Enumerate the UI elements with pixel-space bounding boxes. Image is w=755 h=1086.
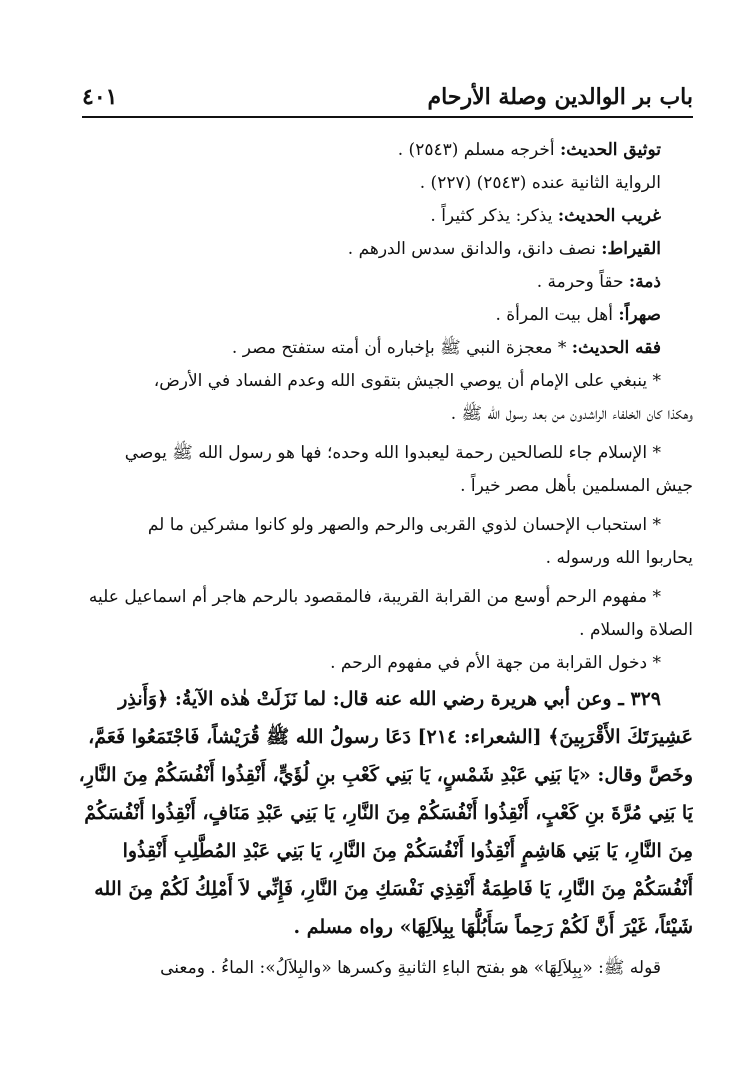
page-number: ٤٠١: [82, 84, 118, 110]
section-term: القيراط:: [601, 239, 661, 259]
hadith-line-7: شَيْئاً، غَيْرَ أَنَّ لَكُمْ رَحِماً سَأَبُلُّهَا بِبِلاَلِهَا» رواه مسلم .: [293, 916, 693, 938]
section-fiqh: [78, 332, 693, 365]
section-second-narration: [78, 167, 693, 200]
hadith-line-4: يَا بَنِي مُرَّةَ بنِ كَعْبٍ، أَنْقِذُوا أَنْفُسَكُمْ مِنَ النَّارِ، يَا بَنِي عَبْدِ مَنَافٍ، أَنْقِذُوا أَنْفُسَكُمْ: [84, 802, 693, 824]
fiqh-point-3-line-1: * استحباب الإحسان لذوي القربى والرحم والصهر ولو كانوا مشركين ما لم: [147, 515, 661, 535]
fiqh-point-4-line-1: * مفهوم الرحم أوسع من القرابة القريبة، فالمقصود بالرحم هاجر أم اسماعيل عليه: [88, 587, 661, 607]
section-term: غريب الحديث:: [557, 206, 661, 226]
fiqh-point-2-line-1: * الإسلام جاء للصالحين رحمة ليعبدوا الله وحده؛ فها هو رسول الله ﷺ يوصي: [124, 443, 661, 463]
running-header: [82, 80, 693, 118]
section-text: حقاً وحرمة .: [536, 272, 629, 292]
section-sihr: [78, 299, 693, 332]
hadith-line-2: عَشِيرَتَكَ الأَقْرَبِينَ﴾ [الشعراء: ٢١٤] دَعَا رسولُ الله ﷺ قُرَيْشاً، فَاجْتَمَعُوا فَعَمَّ،: [88, 726, 693, 748]
section-term: ذمة:: [628, 272, 661, 292]
section-qirat: [78, 233, 693, 266]
section-dhimma: [78, 266, 693, 299]
page-body: [78, 134, 693, 986]
section-term: توثيق الحديث:: [560, 140, 661, 160]
fiqh-point-1-line-1: * ينبغي على الإمام أن يوصي الجيش بتقوى الله وعدم الفساد في الأرض،: [153, 371, 661, 391]
fiqh-point-4-line-2: الصلاة والسلام .: [579, 620, 693, 640]
hadith-line-3: وخَصَّ وقال: «يَا بَنِي عَبْدِ شَمْسٍ، يَا بَنِي كَعْبِ بنِ لُؤَيٍّ، أَنْقِذُوا أَنْفُسَكُمْ مِنَ النَّارِ،: [78, 764, 693, 786]
section-text: يذكر: يذكر كثيراً .: [430, 206, 558, 226]
hadith-line-1: ٣٢٩ ـ وعن أبي هريرة رضي الله عنه قال: لما نَزَلَتْ هٰذه الآيةُ: ﴿وَأَنذِر: [118, 688, 661, 710]
fiqh-point-5-line-1: * دخول القرابة من جهة الأم في مفهوم الرحم .: [330, 653, 661, 673]
hadith-line-6: أَنْفُسَكُمْ مِنَ النَّارِ، يَا فَاطِمَةُ أَنْقِذِي نَفْسَكِ مِنَ النَّارِ، فَإِنِّي لاَ أَمْلِكُ لَكُمْ مِنَ الله: [94, 878, 693, 900]
section-takhrij: [78, 134, 693, 167]
fiqh-point-1-line-2: وهكذا كان الخلفاء الراشدون من بعد رسول الله ﷺ .: [450, 404, 693, 424]
section-text: أهل بيت المرأة .: [495, 305, 619, 325]
section-text: أخرجه مسلم (٢٥٤٣) .: [397, 140, 561, 160]
chapter-title: باب بر الوالدين وصلة الأرحام: [427, 84, 693, 110]
section-text: * معجزة النبي ﷺ بإخباره أن أمته ستفتح مصر .: [231, 338, 572, 358]
footnote-line: قوله ﷺ: «بِبِلاَلِهَا» هو بفتح الباءِ الثانيةِ وكسرها «والبِلاَلُ»: الماءُ . ومعنى: [160, 958, 661, 978]
section-gharib: [78, 200, 693, 233]
hadith-line-5: مِنَ النَّارِ، يَا بَنِي هَاشِمٍ أَنْقِذُوا أَنْفُسَكُمْ مِنَ النَّارِ، يَا بَنِي عَبْدِ المُطَّلِبِ أَنْقِذُوا: [122, 840, 693, 862]
section-text: الرواية الثانية عنده (٢٥٤٣) (٢٢٧) .: [419, 173, 661, 193]
section-term: صهراً:: [618, 305, 661, 325]
fiqh-point-2-line-2: جيش المسلمين بأهل مصر خيراً .: [460, 476, 693, 496]
fiqh-point-3-line-2: يحاربوا الله ورسوله .: [545, 548, 693, 568]
section-term: فقه الحديث:: [571, 338, 661, 358]
section-text: نصف دانق، والدانق سدس الدرهم .: [347, 239, 602, 259]
